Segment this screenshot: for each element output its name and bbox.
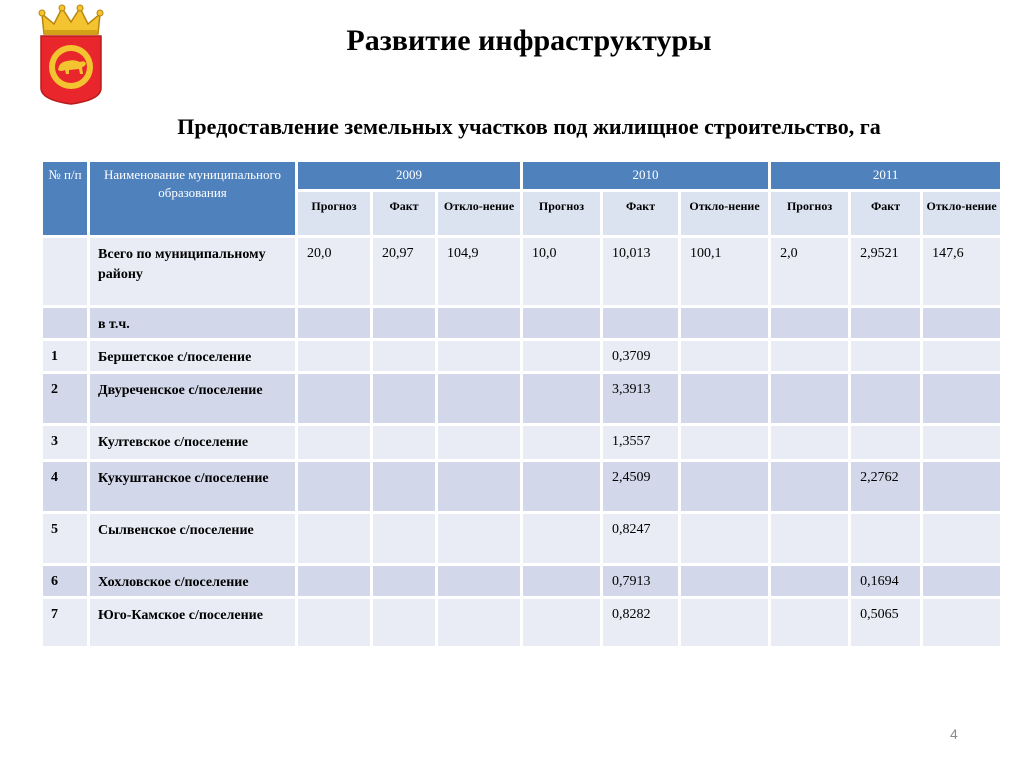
value-cell [437, 513, 522, 565]
value-cell [437, 598, 522, 648]
value-cell [922, 340, 1002, 373]
value-cell [522, 307, 602, 340]
value-cell [372, 565, 437, 598]
subheader-fact: Факт [850, 191, 922, 237]
table-row [42, 461, 1002, 513]
value-cell: 0,5065 [850, 598, 922, 648]
value-cell: 0,7913 [602, 565, 680, 598]
table-row [42, 340, 1002, 373]
value-cell [297, 373, 372, 425]
value-cell [680, 513, 770, 565]
municipality-name: Всего по муниципальному району [89, 237, 297, 307]
value-cell [372, 513, 437, 565]
header-num: № п/п [42, 161, 89, 237]
row-number [42, 237, 89, 307]
value-cell [922, 461, 1002, 513]
value-cell [922, 307, 1002, 340]
subheader-forecast: Прогноз [297, 191, 372, 237]
subheader-forecast: Прогноз [522, 191, 602, 237]
row-number [42, 307, 89, 340]
value-cell [922, 513, 1002, 565]
value-cell: 0,3709 [602, 340, 680, 373]
value-cell [850, 425, 922, 461]
value-cell [522, 425, 602, 461]
value-cell: 20,0 [297, 237, 372, 307]
value-cell [372, 461, 437, 513]
value-cell [770, 598, 850, 648]
value-cell [850, 340, 922, 373]
municipality-name: Култевское с/поселение [89, 425, 297, 461]
subheader-forecast: Прогноз [770, 191, 850, 237]
municipality-name: Кукуштанское с/поселение [89, 461, 297, 513]
value-cell: 0,1694 [850, 565, 922, 598]
value-cell: 10,013 [602, 237, 680, 307]
value-cell [522, 340, 602, 373]
table-row [42, 425, 1002, 461]
value-cell [680, 340, 770, 373]
value-cell [770, 425, 850, 461]
municipality-name: Хохловское с/поселение [89, 565, 297, 598]
header-year-2011: 2011 [770, 161, 1002, 191]
subheader-fact: Факт [602, 191, 680, 237]
value-cell [297, 461, 372, 513]
value-cell [372, 373, 437, 425]
row-number: 3 [42, 425, 89, 461]
subheader-deviation: Откло-нение [437, 191, 522, 237]
page-title: Развитие инфраструктуры [346, 24, 712, 57]
value-cell [770, 461, 850, 513]
value-cell: 20,97 [372, 237, 437, 307]
value-cell: 104,9 [437, 237, 522, 307]
municipality-name: Юго-Камское с/поселение [89, 598, 297, 648]
value-cell [522, 598, 602, 648]
land-allocation-table [40, 159, 1003, 649]
value-cell [922, 565, 1002, 598]
value-cell [372, 425, 437, 461]
header-year-2010: 2010 [522, 161, 770, 191]
row-number: 2 [42, 373, 89, 425]
value-cell [437, 373, 522, 425]
value-cell [680, 373, 770, 425]
value-cell [522, 461, 602, 513]
value-cell [680, 425, 770, 461]
value-cell [850, 513, 922, 565]
value-cell: 147,6 [922, 237, 1002, 307]
value-cell [770, 565, 850, 598]
value-cell [770, 373, 850, 425]
table-body [42, 237, 1002, 648]
subheader-deviation: Откло-нение [680, 191, 770, 237]
value-cell [770, 307, 850, 340]
value-cell [372, 598, 437, 648]
value-cell [297, 340, 372, 373]
value-cell [770, 513, 850, 565]
table-row [42, 373, 1002, 425]
value-cell: 3,3913 [602, 373, 680, 425]
value-cell [437, 307, 522, 340]
value-cell [680, 461, 770, 513]
value-cell [850, 307, 922, 340]
value-cell: 0,8247 [602, 513, 680, 565]
value-cell [680, 307, 770, 340]
header-year-2009: 2009 [297, 161, 522, 191]
value-cell [922, 425, 1002, 461]
value-cell [372, 340, 437, 373]
value-cell [922, 373, 1002, 425]
header-name: Наименование муниципального образования [89, 161, 297, 237]
subheader-fact: Факт [372, 191, 437, 237]
value-cell: 10,0 [522, 237, 602, 307]
table-row [42, 307, 1002, 340]
value-cell [602, 307, 680, 340]
value-cell [297, 425, 372, 461]
value-cell [437, 565, 522, 598]
value-cell [680, 565, 770, 598]
value-cell [297, 513, 372, 565]
row-number: 4 [42, 461, 89, 513]
value-cell: 100,1 [680, 237, 770, 307]
municipality-name: Сылвенское с/поселение [89, 513, 297, 565]
value-cell [522, 373, 602, 425]
municipality-name: Двуреченское с/поселение [89, 373, 297, 425]
municipality-name: в т.ч. [89, 307, 297, 340]
value-cell [297, 307, 372, 340]
value-cell [770, 340, 850, 373]
subheader-deviation: Откло-нение [922, 191, 1002, 237]
value-cell [680, 598, 770, 648]
table-row [42, 565, 1002, 598]
value-cell: 2,9521 [850, 237, 922, 307]
value-cell: 1,3557 [602, 425, 680, 461]
row-number: 7 [42, 598, 89, 648]
table-row [42, 598, 1002, 648]
value-cell [922, 598, 1002, 648]
row-number: 6 [42, 565, 89, 598]
row-number: 5 [42, 513, 89, 565]
table-row [42, 237, 1002, 307]
value-cell [522, 513, 602, 565]
municipality-name: Бершетское с/поселение [89, 340, 297, 373]
value-cell [297, 598, 372, 648]
value-cell: 0,8282 [602, 598, 680, 648]
value-cell [850, 373, 922, 425]
page-subtitle: Предоставление земельных участков под жилищное строительство, га [177, 114, 881, 139]
value-cell: 2,2762 [850, 461, 922, 513]
value-cell [437, 425, 522, 461]
value-cell [437, 461, 522, 513]
value-cell [522, 565, 602, 598]
row-number: 1 [42, 340, 89, 373]
table-row [42, 513, 1002, 565]
value-cell: 2,4509 [602, 461, 680, 513]
value-cell [297, 565, 372, 598]
value-cell: 2,0 [770, 237, 850, 307]
value-cell [437, 340, 522, 373]
page-number: 4 [950, 726, 958, 742]
value-cell [372, 307, 437, 340]
